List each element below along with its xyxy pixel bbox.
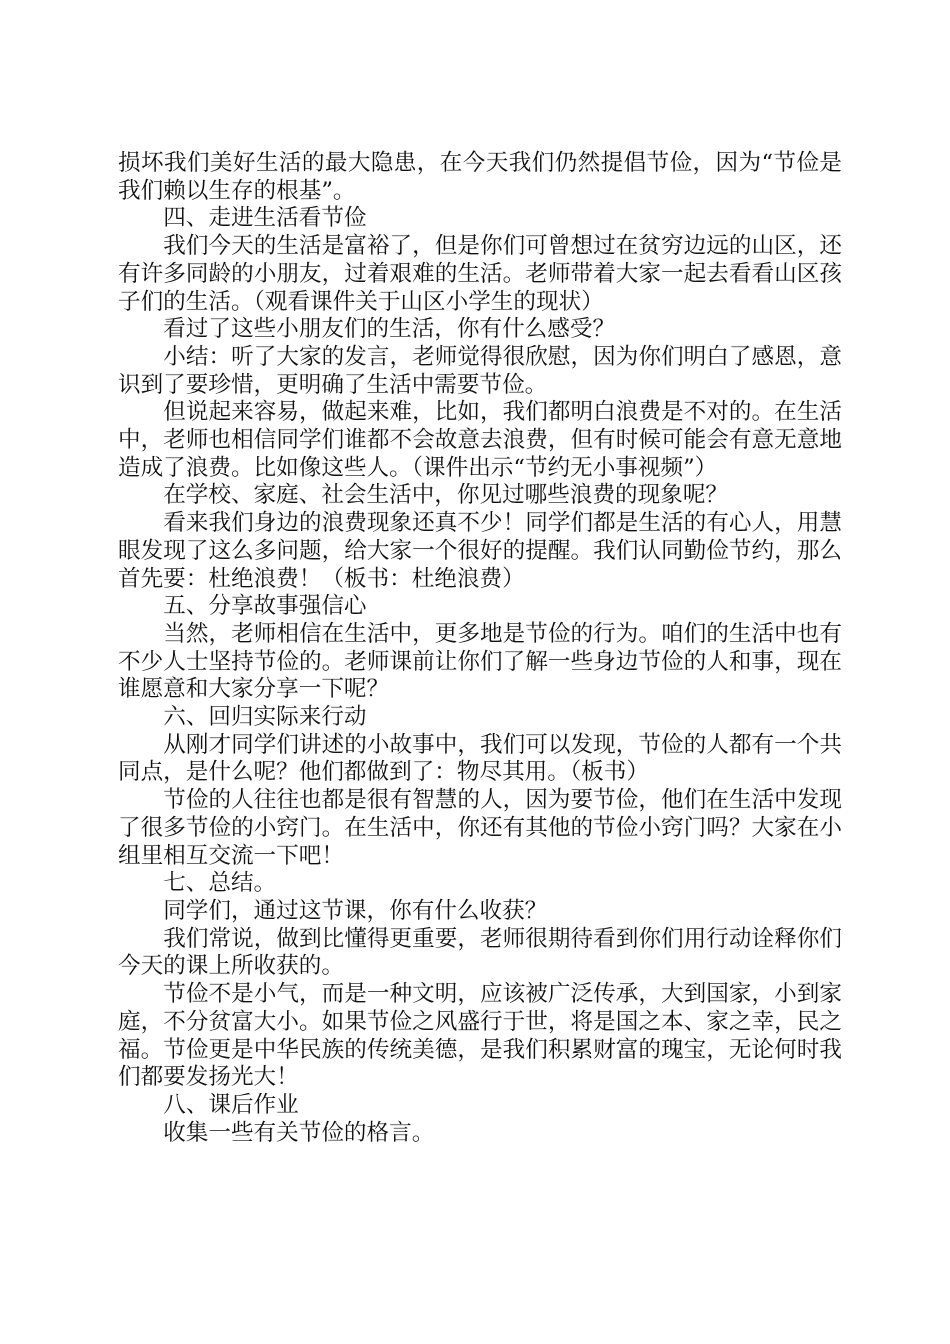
- paragraph-summary: 小结：听了大家的发言，老师觉得很欣慰，因为你们明白了感恩，意识到了要珍惜，更明确了生活中需要节俭。: [118, 343, 842, 398]
- section-heading-6: 六、回归实际来行动: [163, 704, 367, 731]
- paragraph: 但说起来容易，做起来难，比如，我们都明白浪费是不对的。在生活中，老师也相信同学们谁都不会故意去浪费，但有时候可能会有意无意地造成了浪费。比如像这些人。（课件出示“节约无小事视频”）: [118, 399, 842, 481]
- paragraph: 同学们，通过这节课，你有什么收获？: [163, 897, 548, 924]
- paragraph: 从刚才同学们讲述的小故事中，我们可以发现，节俭的人都有一个共同点，是什么呢？他们都做到了：物尽其用。（板书）: [118, 731, 842, 786]
- paragraph: 当然，老师相信在生活中，更多地是节俭的行为。咱们的生活中也有不少人士坚持节俭的。老师课前让你们了解一些身边节俭的人和事，现在谁愿意和大家分享一下呢？: [118, 620, 842, 703]
- paragraph: 收集一些有关节俭的格言。: [163, 1119, 435, 1146]
- paragraph: 节俭不是小气，而是一种文明，应该被广泛传承，大到国家，小到家庭，不分贫富大小。如果节俭之风盛行于世，将是国之本、家之幸，民之福。节俭更是中华民族的传统美德，是我们积累财富的瑰宝，无论何时我们都要发扬光大！: [118, 981, 842, 1091]
- document-body: [118, 150, 842, 1147]
- paragraph: 节俭的人往往也都是很有智慧的人，因为要节俭，他们在生活中发现了很多节俭的小窍门。在生活中，你还有其他的节俭小窍门吗？大家在小组里相互交流一下吧！: [118, 787, 842, 869]
- paragraph: 在学校、家庭、社会生活中，你见过哪些浪费的现象呢？: [163, 482, 729, 509]
- section-heading-4: 四、走进生活看节俭: [163, 205, 367, 232]
- paragraph-continuation: 损坏我们美好生活的最大隐患，在今天我们仍然提倡节俭，因为“节俭是我们赖以生存的根基”。: [118, 150, 842, 204]
- paragraph: 看来我们身边的浪费现象还真不少！同学们都是生活的有心人，用慧眼发现了这么多问题，给大家一个很好的提醒。我们认同勤俭节约，那么首先要：杜绝浪费！（板书：杜绝浪费）: [118, 510, 842, 592]
- section-heading-8: 八、课后作业: [163, 1091, 299, 1118]
- paragraph: 看过了这些小朋友们的生活，你有什么感受？: [163, 316, 616, 343]
- paragraph: 我们常说，做到比懂得更重要，老师很期待看到你们用行动诠释你们今天的课上所收获的。: [118, 925, 842, 980]
- paragraph: 我们今天的生活是富裕了，但是你们可曾想过在贫穷边远的山区，还有许多同龄的小朋友，过着艰难的生活。老师带着大家一起去看看山区孩子们的生活。（观看课件关于山区小学生的现状）: [118, 233, 842, 315]
- section-heading-5: 五、分享故事强信心: [163, 593, 367, 620]
- section-heading-7: 七、总结。: [163, 870, 277, 897]
